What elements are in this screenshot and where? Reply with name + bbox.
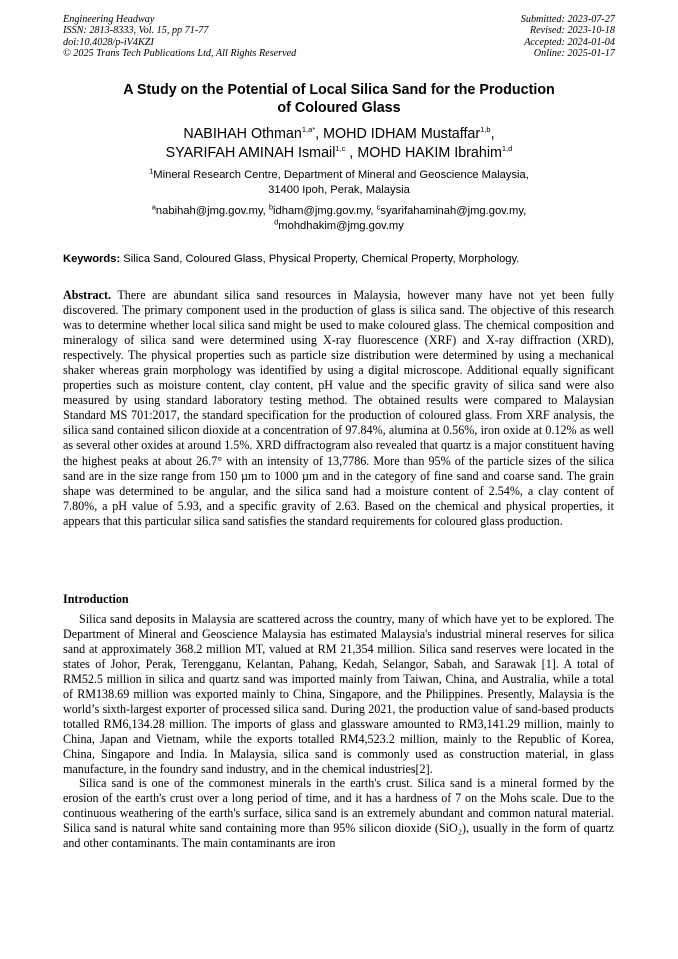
journal-header-left	[63, 14, 296, 60]
author-separator: ,	[315, 126, 324, 142]
introduction-paragraph: Silica sand is one of the commonest minerals in the earth's crust. Silica sand is a mineral formed by the erosion of the earth's crust over a long period of time, and it has a hardness of 7 on the Mohs scale. Due to the continuous weathering of the earth's surface, silica sand is an extremely abundant and common natural material. Silica sand is natural white sand containing more than 95% silicon dioxide (SiO₂), usually in the form of quartz and other contaminants. The main contaminants are iron	[63, 776, 614, 851]
keywords	[63, 252, 623, 267]
email-line-2	[40, 219, 638, 234]
affiliation-line-2: 31400 Ipoh, Perak, Malaysia	[268, 184, 410, 196]
date-accepted: Accepted: 2024-01-04	[524, 36, 615, 48]
keywords-text: Silica Sand, Coloured Glass, Physical Property, Chemical Property, Morphology.	[120, 253, 520, 265]
journal-doi: doi:10.4028/p-iV4KZI	[63, 36, 154, 48]
email-mark: a	[151, 202, 156, 212]
email-link[interactable]: syarifahaminah@jmg.gov.my	[380, 205, 524, 217]
section-heading-introduction: Introduction	[63, 592, 129, 606]
email-link[interactable]: mohdhakim@jmg.gov.my	[278, 220, 404, 232]
abstract-text: There are abundant silica sand resources in Malaysia, however many have not yet been fully discovered. The primary component used in the production of glass is silica sand. The objective of this research was to determine whether local silica sand might be used to make coloured glass. The chemical composition and mineralogy of silica sand were determined using X-ray fluorescence (XRF) and X-ray diffraction (XRD), respectively. The physical properties such as particle size distribution were determined by using a mechanical shaker whereas grain morphology was identified by using a digital microscope. Additional equally significant properties such as moisture content, clay content, pH value and the specific gravity of silica sand were also measured by using standard laboratory testing method. The obtained results were compared to Malaysian Standard MS 701:2017, the standard specification for the production of coloured glass. From XRF analysis, the silica sand contained silicon dioxide at a concentration of 97.84%, alumina at 0.56%, iron oxide at 0.12% as well as several other oxides at around 1.5%. XRD diffractogram also revealed that quartz is a major constituent having the highest peaks at about 26.7° with an intensity of 13,7786. More than 95% of the particle sizes of the silica sand are in the size range from 150 µm to 1000 µm and in the category of fine sand and coarse sand. The grain shape was determined to be angular, and the silica sand had a moisture content of 2.54%, a clay content of 7.80%, a pH value of 5.93, and a specific gravity of 2.63. Based on the chemical and physical properties, it appears that this particular silica sand satisfies the standard requirements for coloured glass production.	[63, 288, 614, 528]
affiliation-text: Mineral Research Centre, Department of Mineral and Geoscience Malaysia,	[153, 169, 529, 181]
author-name: MOHD IDHAM Mustaffar	[323, 126, 481, 142]
affiliation-mark: 1	[149, 166, 154, 176]
abstract	[63, 288, 614, 529]
email-link[interactable]: idham@jmg.gov.my	[273, 205, 371, 217]
author-name: NABIHAH Othman	[183, 126, 302, 142]
journal-issn: ISSN: 2813-8333, Vol. 15, pp 71-77	[63, 25, 209, 37]
author-emails	[40, 204, 638, 234]
affiliation	[40, 168, 638, 198]
author-affiliation-mark: 1,c	[335, 144, 346, 154]
keywords-label: Keywords:	[63, 253, 121, 265]
date-online: Online: 2025-01-17	[533, 48, 615, 60]
abstract-label: Abstract.	[63, 288, 112, 302]
paper-title	[40, 81, 638, 117]
affiliation-line-1	[40, 168, 638, 183]
paper-title-line-1: A Study on the Potential of Local Silica Sand for the Production	[123, 82, 555, 98]
author-line-2	[40, 144, 638, 163]
introduction-paragraph: Silica sand deposits in Malaysia are scattered across the country, many of which have yet to be explored. The Department of Mineral and Geoscience Malaysia has estimated Malaysia's industrial mineral reserves for silica sand at approximately 368.2 million MT, valued at RM 21,354 million. Silica sand reserves were located in the states of Johor, Perak, Terengganu, Kelantan, Pahang, Kedah, Selangor, Sabah, and Sarawak [1]. A total of RM52.5 million in silica and quartz sand was imported mainly from Taiwan, China, and Australia, while a total of RM138.69 million was exported mainly to China, Singapore, and the Philippines. Presently, Malaysia is the world’s sixth-largest exporter of processed silica sand. During 2021, the production value of sand-based products totalled RM6,134.28 million. The imports of glass and glassware amounted to RM3,141.29 million, mainly to China, Japan and Vietnam, while the exports totalled RM4,523.2 million, mainly to the Republic of Korea, China, Singapore and India. In Malaysia, silica sand is commonly used as construction material, in glass manufacture, in the foundry sand industry, and in the chemical industries[2].	[63, 612, 614, 776]
author-affiliation-mark: 1,d	[501, 144, 513, 154]
author-list	[40, 125, 638, 163]
introduction-body	[63, 612, 614, 851]
paper-title-line-2: of Coloured Glass	[277, 100, 401, 116]
author-name: SYARIFAH AMINAH Ismail	[165, 145, 336, 161]
email-link[interactable]: nabihah@jmg.gov.my	[155, 205, 263, 217]
author-affiliation-mark: 1,a*	[301, 125, 316, 135]
author-separator: ,	[490, 126, 495, 142]
journal-name: Engineering Headway	[63, 14, 155, 25]
email-mark: d	[274, 217, 279, 227]
journal-copyright: © 2025 Trans Tech Publications Ltd, All Rights Reserved	[63, 48, 297, 60]
journal-header-right	[521, 14, 615, 60]
email-mark: c	[376, 202, 381, 212]
author-affiliation-mark: 1,b	[480, 125, 491, 135]
date-revised: Revised: 2023-10-18	[529, 25, 615, 37]
email-line-1: $^a$nabihah@jmg.gov.my, $^b$idham@jmg.gov.my, $^c$syarifahaminah@jmg.gov.my,	[151, 202, 527, 217]
author-separator: ,	[345, 145, 358, 161]
author-line-1	[40, 125, 638, 144]
email-mark: b	[268, 202, 274, 212]
author-name: MOHD HAKIM Ibrahim	[357, 145, 502, 161]
date-submitted: Submitted: 2023-07-27	[520, 14, 615, 25]
